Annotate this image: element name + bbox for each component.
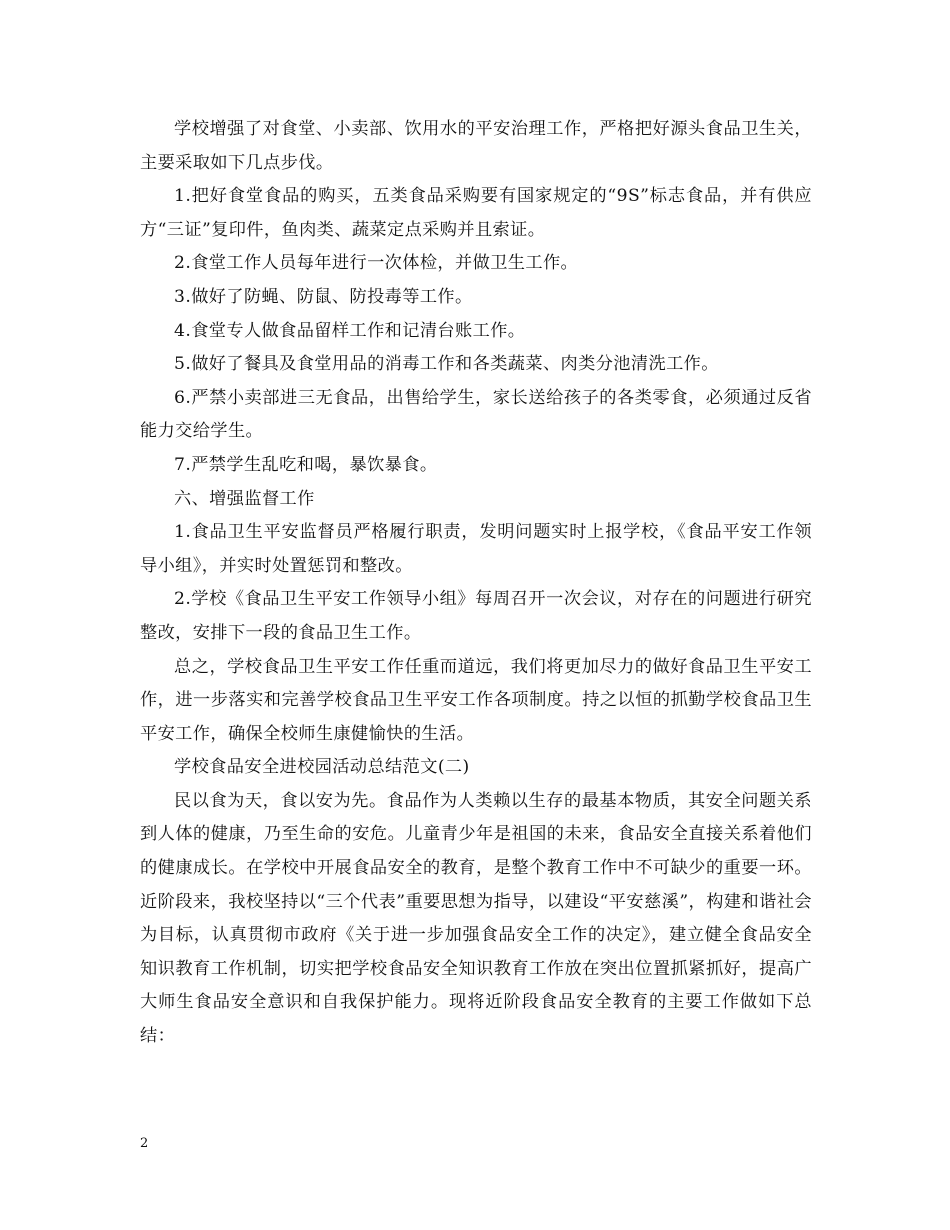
section-heading-supervision: 六、增强监督工作	[174, 488, 315, 509]
page-number: 2	[140, 1136, 149, 1151]
paragraph-supervision-item-2: 2.学校《食品卫生平安工作领导小组》每周召开一次会议，对存在的问题进行研究整改，安排下一段的食品卫生工作。	[140, 589, 812, 643]
document-body	[140, 113, 812, 1054]
paragraph-food-safety-education: 民以食为天，食以安为先。食品作为人类赖以生存的最基本物质，其安全问题关系到人体的健康，乃至生命的安危。儿童青少年是祖国的未来，食品安全直接关系着他们的健康成长。在学校中开展食品安全的教育，是整个教育工作中不可缺少的重要一环。近阶段来，我校坚持以“三个代表”重要思想为指导，以建设“平安慈溪”，构建和谐社会为目标，认真贯彻市政府《关于进一步加强食品安全工作的决定》，建立健全食品安全知识教育工作机制，切实把学校食品安全知识教育工作放在突出位置抓紧抓好，提高广大师生食品安全意识和自我保护能力。现将近阶段食品安全教育的主要工作做如下总结：	[140, 790, 812, 1047]
paragraph-item-1-food-purchase: 1.把好食堂食品的购买，五类食品采购要有国家规定的“9S”标志食品，并有供应方“三证”复印件，鱼肉类、蔬菜定点采购并且索证。	[140, 186, 812, 240]
paragraph-supervision-item-1: 1.食品卫生平安监督员严格履行职责，发明问题实时上报学校，《食品平安工作领导小组》，并实时处置惩罚和整改。	[140, 522, 812, 576]
paragraph-canteen-management-intro: 学校增强了对食堂、小卖部、饮用水的平安治理工作，严格把好源头食品卫生关，主要采取如下几点步伐。	[140, 119, 812, 173]
paragraph-item-3-pest-prevention: 3.做好了防蝇、防鼠、防投毒等工作。	[174, 286, 473, 307]
paragraph-conclusion: 总之，学校食品卫生平安工作任重而道远，我们将更加尽力的做好食品卫生平安工作，进一步落实和完善学校食品卫生平安工作各项制度。持之以恒的抓勤学校食品卫生平安工作，确保全校师生康健愉快的生活。	[140, 656, 812, 744]
paragraph-item-6-snack-shop: 6.严禁小卖部进三无食品，出售给学生，家长送给孩子的各类零食，必须通过反省能力交给学生。	[140, 387, 812, 442]
section-heading-summary-2: 学校食品安全进校园活动总结范文(二)	[174, 757, 470, 778]
paragraph-item-4-food-samples: 4.食堂专人做食品留样工作和记清台账工作。	[174, 320, 526, 341]
paragraph-item-5-disinfection: 5.做好了餐具及食堂用品的消毒工作和各类蔬菜、肉类分池清洗工作。	[174, 354, 719, 375]
paragraph-item-7-eating-habits: 7.严禁学生乱吃和喝，暴饮暴食。	[174, 454, 438, 475]
paragraph-item-2-health-check: 2.食堂工作人员每年进行一次体检，并做卫生工作。	[174, 253, 579, 274]
